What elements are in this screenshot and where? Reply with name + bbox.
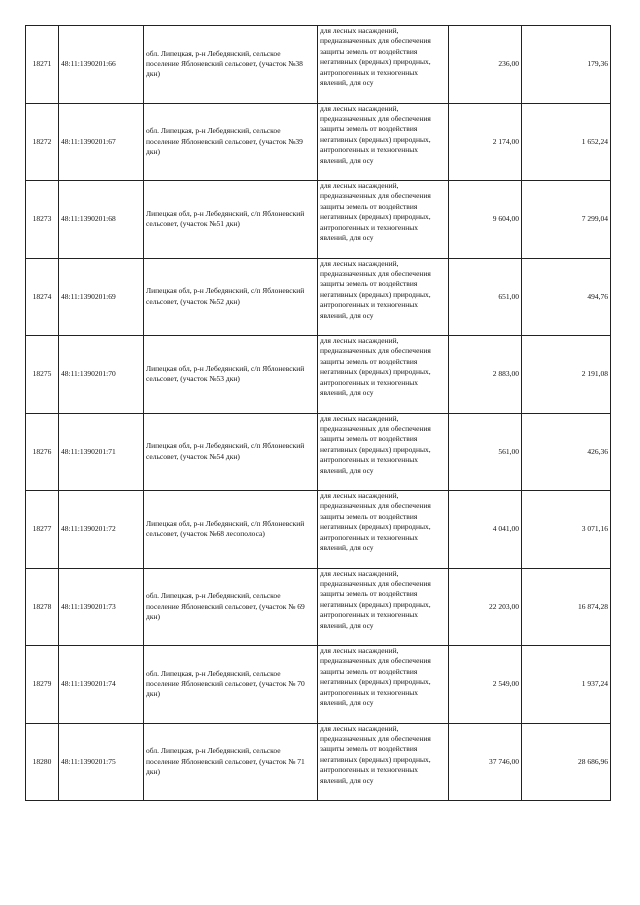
address-cell: Липецкая обл, р-н Лебедянский, с/п Яблоневский сельсовет, (участок №51 дкн) [144,181,318,259]
permitted-use-cell: для лесных насаждений, предназначенных для обеспечения защиты земель от воздействия негативных (вредных) природных, антропогенных и техногенных явлений, для осу [318,491,449,569]
cadastral-value-cell: 1 652,24 [522,103,611,181]
address-cell: обл. Липецкая, р-н Лебедянский, сельское поселение Яблоневский сельсовет, (участок № 71 дкн) [144,723,318,801]
row-number-cell: 18279 [26,646,59,724]
cadastral-number-cell: 48:11:1390201:66 [59,26,144,104]
cadastral-value-cell: 1 937,24 [522,646,611,724]
table-row [26,26,611,104]
cadastral-number-cell: 48:11:1390201:69 [59,258,144,336]
address-cell: обл. Липецкая, р-н Лебедянский, сельское поселение Яблоневский сельсовет, (участок № 69 дкн) [144,568,318,646]
table-row [26,646,611,724]
table-row [26,181,611,259]
row-number-cell: 18272 [26,103,59,181]
table-row [26,413,611,491]
permitted-use-cell: для лесных насаждений, предназначенных для обеспечения защиты земель от воздействия негативных (вредных) природных, антропогенных и техногенных явлений, для осу [318,103,449,181]
row-number-cell: 18271 [26,26,59,104]
table-row [26,336,611,414]
address-cell: Липецкая обл, р-н Лебедянский, с/п Яблоневский сельсовет, (участок №68 лесополоса) [144,491,318,569]
cadastral-value-cell: 7 299,04 [522,181,611,259]
table-row [26,568,611,646]
cadastral-number-cell: 48:11:1390201:75 [59,723,144,801]
cadastral-value-cell: 179,36 [522,26,611,104]
permitted-use-cell: для лесных насаждений, предназначенных для обеспечения защиты земель от воздействия негативных (вредных) природных, антропогенных и техногенных явлений, для осу [318,646,449,724]
cadastral-number-cell: 48:11:1390201:71 [59,413,144,491]
permitted-use-cell: для лесных насаждений, предназначенных для обеспечения защиты земель от воздействия негативных (вредных) природных, антропогенных и техногенных явлений, для осу [318,723,449,801]
land-plots-table [25,25,611,801]
cadastral-value-cell: 426,36 [522,413,611,491]
address-cell: обл. Липецкая, р-н Лебедянский, сельское поселение Яблоневский сельсовет, (участок №39 дкн) [144,103,318,181]
area-cell: 236,00 [449,26,522,104]
permitted-use-cell: для лесных насаждений, предназначенных для обеспечения защиты земель от воздействия негативных (вредных) природных, антропогенных и техногенных явлений, для осу [318,26,449,104]
cadastral-value-cell: 3 071,16 [522,491,611,569]
cadastral-number-cell: 48:11:1390201:73 [59,568,144,646]
permitted-use-cell: для лесных насаждений, предназначенных для обеспечения защиты земель от воздействия негативных (вредных) природных, антропогенных и техногенных явлений, для осу [318,336,449,414]
document-page [25,25,611,801]
area-cell: 2 883,00 [449,336,522,414]
cadastral-number-cell: 48:11:1390201:72 [59,491,144,569]
table-row [26,258,611,336]
area-cell: 561,00 [449,413,522,491]
table-row [26,103,611,181]
cadastral-number-cell: 48:11:1390201:74 [59,646,144,724]
row-number-cell: 18280 [26,723,59,801]
address-cell: Липецкая обл, р-н Лебедянский, с/п Яблоневский сельсовет, (участок №53 дкн) [144,336,318,414]
cadastral-number-cell: 48:11:1390201:70 [59,336,144,414]
area-cell: 22 203,00 [449,568,522,646]
cadastral-number-cell: 48:11:1390201:67 [59,103,144,181]
cadastral-value-cell: 494,76 [522,258,611,336]
table-row [26,723,611,801]
cadastral-number-cell: 48:11:1390201:68 [59,181,144,259]
cadastral-value-cell: 16 874,28 [522,568,611,646]
area-cell: 651,00 [449,258,522,336]
area-cell: 9 604,00 [449,181,522,259]
address-cell: Липецкая обл, р-н Лебедянский, с/п Яблоневский сельсовет, (участок №54 дкн) [144,413,318,491]
row-number-cell: 18274 [26,258,59,336]
row-number-cell: 18273 [26,181,59,259]
table-row [26,491,611,569]
area-cell: 4 041,00 [449,491,522,569]
row-number-cell: 18275 [26,336,59,414]
area-cell: 37 746,00 [449,723,522,801]
permitted-use-cell: для лесных насаждений, предназначенных для обеспечения защиты земель от воздействия негативных (вредных) природных, антропогенных и техногенных явлений, для осу [318,568,449,646]
address-cell: обл. Липецкая, р-н Лебедянский, сельское поселение Яблоневский сельсовет, (участок № 70 дкн) [144,646,318,724]
row-number-cell: 18278 [26,568,59,646]
cadastral-value-cell: 28 686,96 [522,723,611,801]
area-cell: 2 174,00 [449,103,522,181]
row-number-cell: 18277 [26,491,59,569]
permitted-use-cell: для лесных насаждений, предназначенных для обеспечения защиты земель от воздействия негативных (вредных) природных, антропогенных и техногенных явлений, для осу [318,413,449,491]
address-cell: Липецкая обл, р-н Лебедянский, с/п Яблоневский сельсовет, (участок №52 дкн) [144,258,318,336]
permitted-use-cell: для лесных насаждений, предназначенных для обеспечения защиты земель от воздействия негативных (вредных) природных, антропогенных и техногенных явлений, для осу [318,181,449,259]
row-number-cell: 18276 [26,413,59,491]
table-body [26,26,611,801]
permitted-use-cell: для лесных насаждений, предназначенных для обеспечения защиты земель от воздействия негативных (вредных) природных, антропогенных и техногенных явлений, для осу [318,258,449,336]
area-cell: 2 549,00 [449,646,522,724]
address-cell: обл. Липецкая, р-н Лебедянский, сельское поселение Яблоневский сельсовет, (участок №38 дкн) [144,26,318,104]
cadastral-value-cell: 2 191,08 [522,336,611,414]
